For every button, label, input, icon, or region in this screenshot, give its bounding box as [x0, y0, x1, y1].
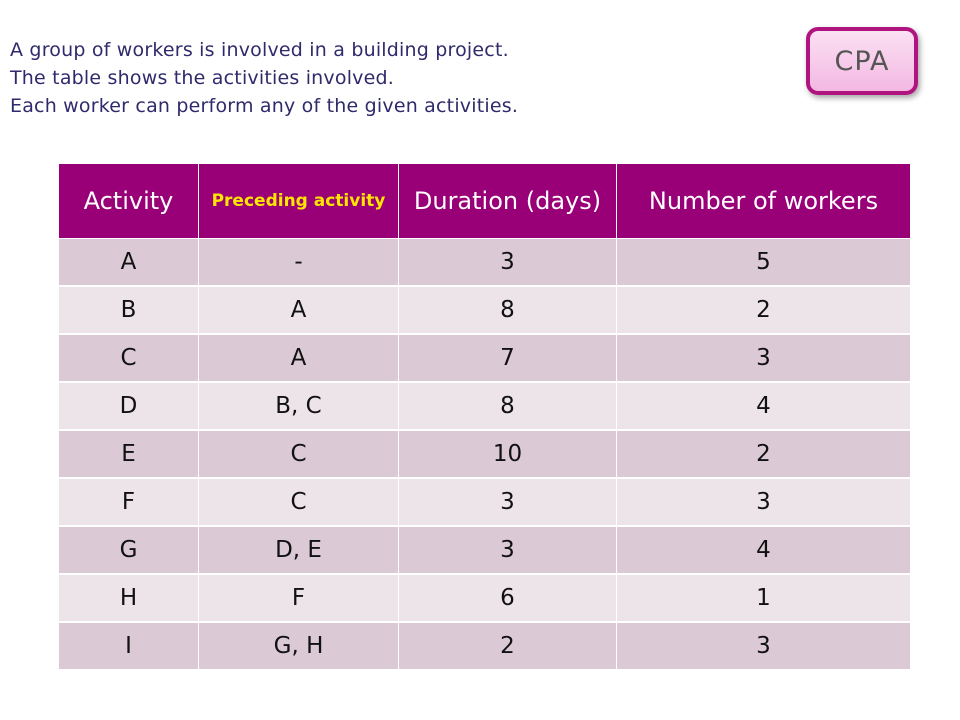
cell-activity: G [59, 526, 199, 574]
cell-activity: D [59, 382, 199, 430]
header-preceding-activity: Preceding activity [199, 164, 399, 239]
cell-activity: I [59, 622, 199, 670]
activity-table [58, 163, 911, 671]
table-row [59, 334, 911, 382]
cell-activity: A [59, 239, 199, 287]
header-workers: Number of workers [617, 164, 911, 239]
intro-text [10, 36, 518, 120]
header-duration: Duration (days) [399, 164, 617, 239]
cell-preceding: C [199, 430, 399, 478]
intro-line: A group of workers is involved in a building project. [10, 39, 509, 61]
cell-duration: 10 [399, 430, 617, 478]
table-body [59, 239, 911, 671]
cell-workers: 3 [617, 622, 911, 670]
cell-preceding: G, H [199, 622, 399, 670]
cell-workers: 1 [617, 574, 911, 622]
table-header-row [59, 164, 911, 239]
cell-activity: F [59, 478, 199, 526]
cell-duration: 7 [399, 334, 617, 382]
table-row [59, 622, 911, 670]
table-row [59, 526, 911, 574]
table-row [59, 239, 911, 287]
cell-duration: 3 [399, 478, 617, 526]
cpa-badge[interactable]: CPA [806, 27, 918, 95]
cell-workers: 2 [617, 430, 911, 478]
table-row [59, 574, 911, 622]
intro-line: The table shows the activities involved. [10, 67, 395, 89]
cell-activity: B [59, 286, 199, 334]
cell-workers: 2 [617, 286, 911, 334]
cell-activity: H [59, 574, 199, 622]
cell-preceding: F [199, 574, 399, 622]
cell-preceding: D, E [199, 526, 399, 574]
cell-duration: 2 [399, 622, 617, 670]
cell-workers: 4 [617, 526, 911, 574]
cell-workers: 4 [617, 382, 911, 430]
cell-duration: 3 [399, 239, 617, 287]
cell-duration: 3 [399, 526, 617, 574]
table-row [59, 430, 911, 478]
cell-activity: C [59, 334, 199, 382]
cell-preceding: - [199, 239, 399, 287]
cell-preceding: A [199, 286, 399, 334]
cell-preceding: C [199, 478, 399, 526]
cell-workers: 5 [617, 239, 911, 287]
cell-activity: E [59, 430, 199, 478]
intro-line: Each worker can perform any of the given activities. [10, 95, 519, 117]
cell-preceding: B, C [199, 382, 399, 430]
cell-workers: 3 [617, 334, 911, 382]
header-activity: Activity [59, 164, 199, 239]
cell-preceding: A [199, 334, 399, 382]
cell-duration: 8 [399, 286, 617, 334]
cell-workers: 3 [617, 478, 911, 526]
table-row [59, 286, 911, 334]
table-row [59, 382, 911, 430]
cell-duration: 6 [399, 574, 617, 622]
cell-duration: 8 [399, 382, 617, 430]
table-row [59, 478, 911, 526]
